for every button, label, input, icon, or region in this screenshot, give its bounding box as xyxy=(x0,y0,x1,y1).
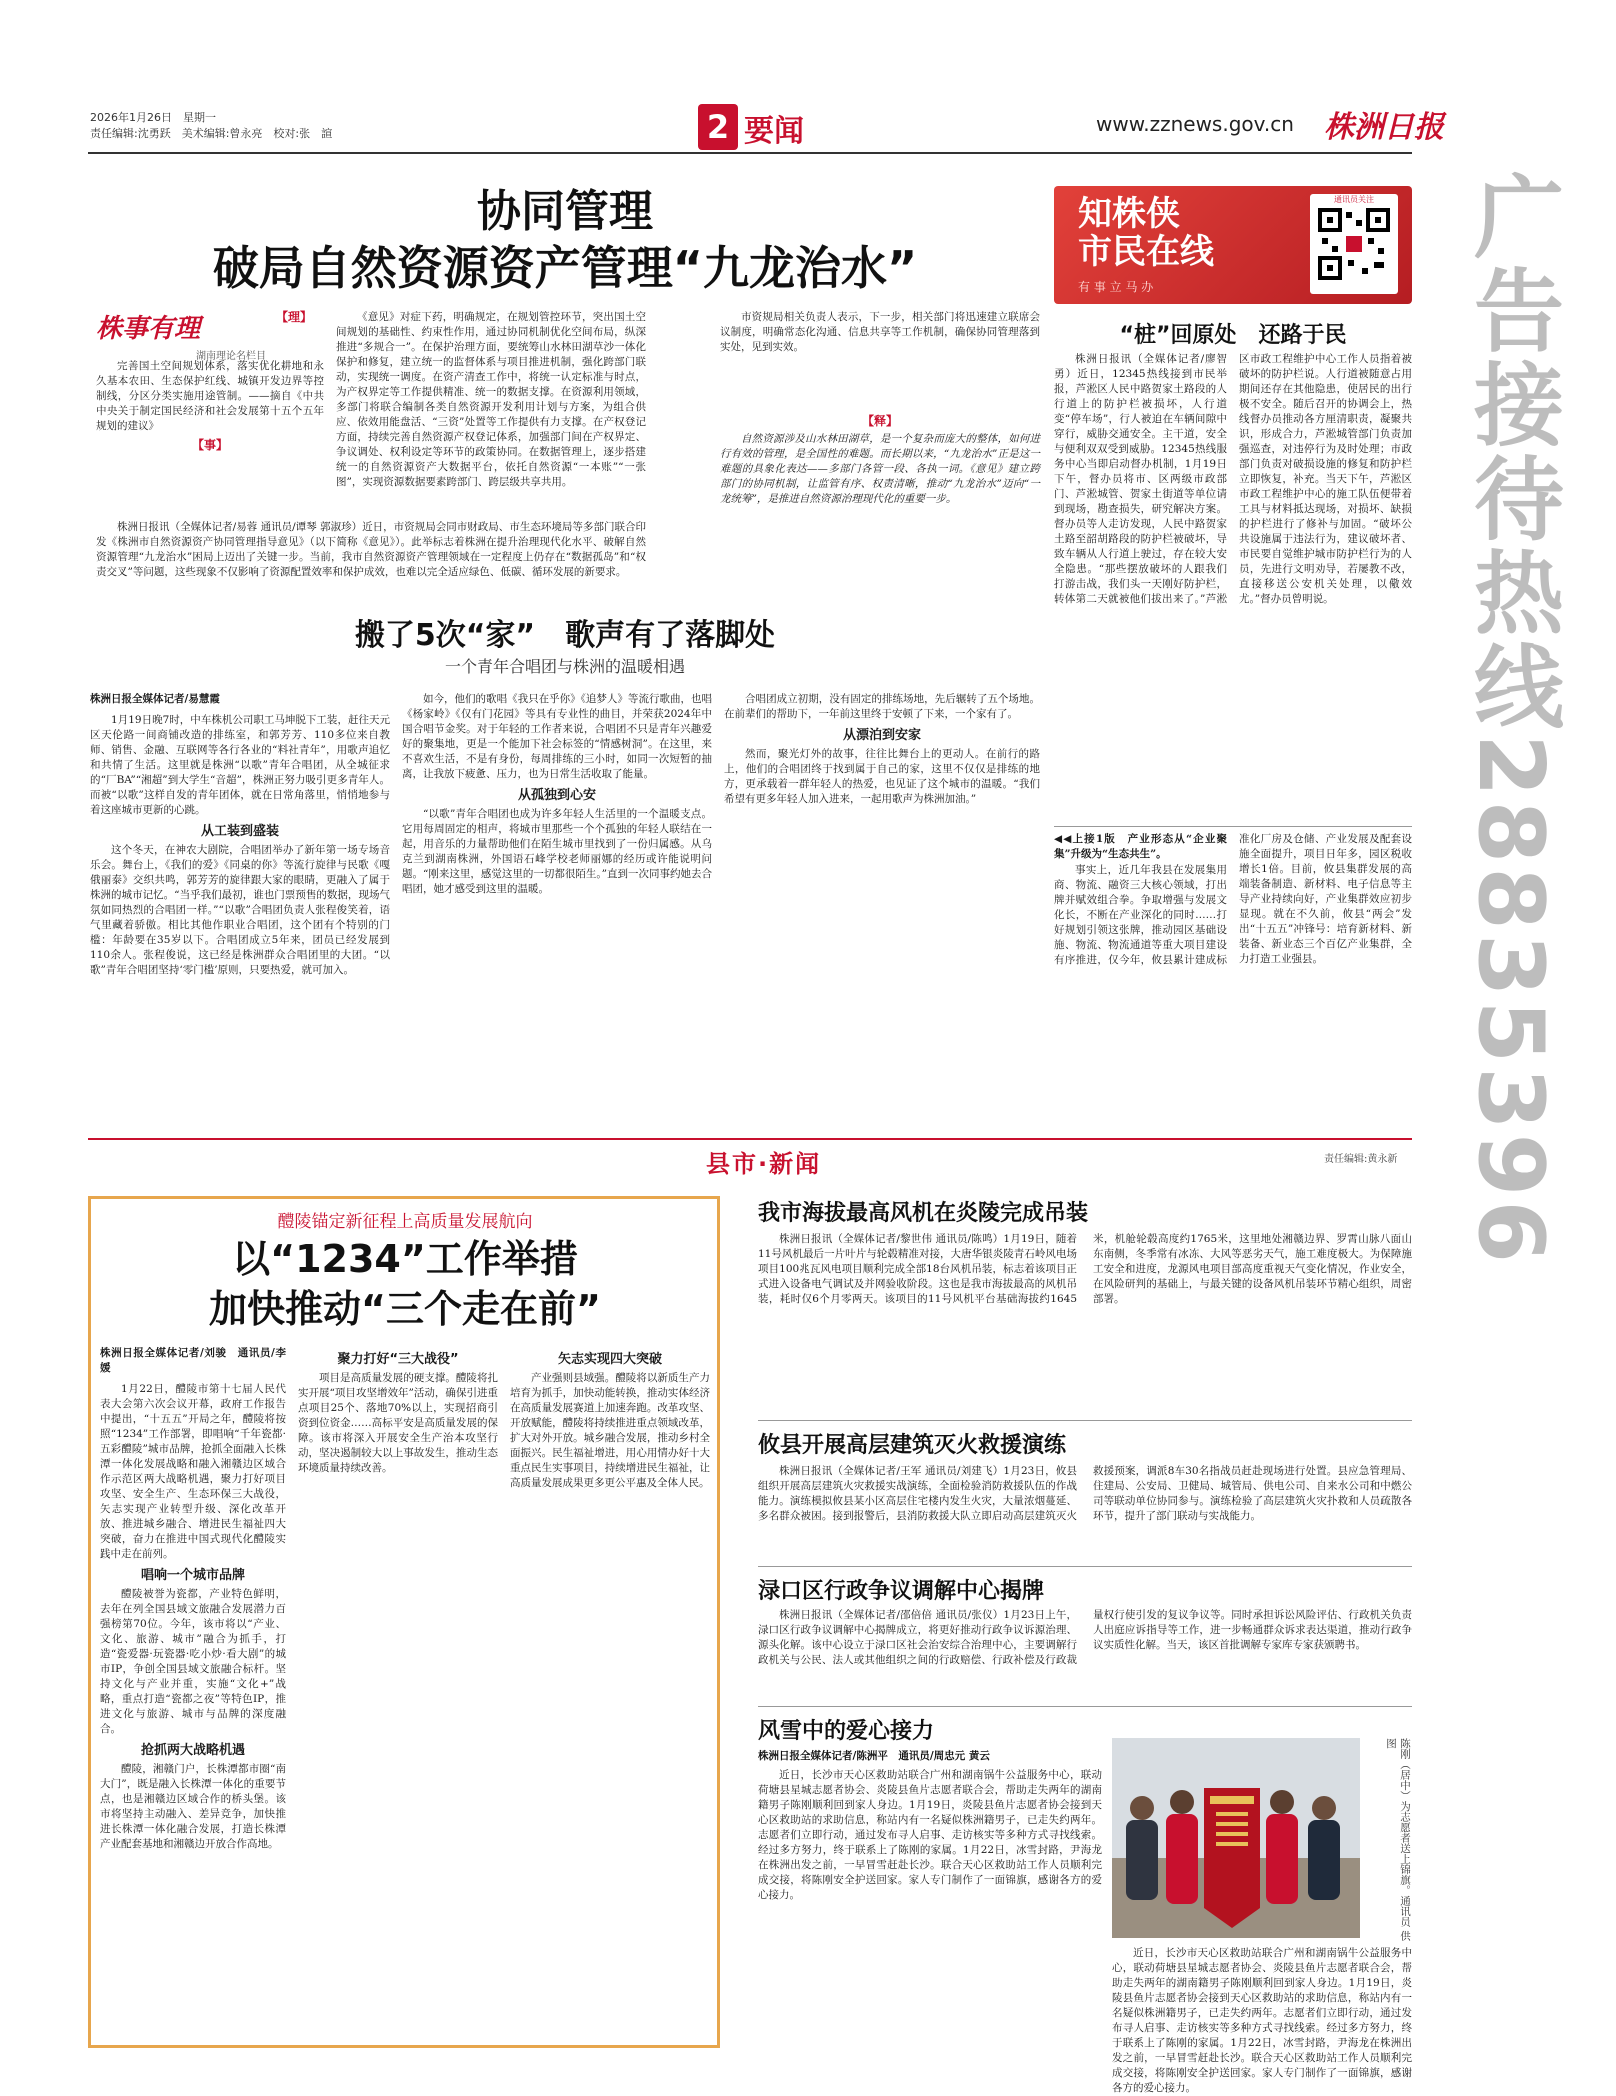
liling-p1: 1月22日，醴陵市第十七届人民代表大会第六次会议开幕，政府工作报告中提出，“十五五”开局之年，醴陵将按照“1234”工作部署，即唱响“千年瓷都·五彩醴陵”城市品牌，抢抓全面融入长株潭一体化发展战略和融入湘赣边区域合作示范区两大战略机遇，聚力打好项目攻坚、安全生产、生态环保三大战役，矢志实现产业转型升级、深化改革开放、推进城乡融合、增进民生福祉四大突破，奋力在推进中国式现代化醴陵实践中走在前列。 xyxy=(100,1383,286,1560)
liling-subhead-3: 聚力打好“三大战役” xyxy=(337,1352,459,1367)
lead-col-1 xyxy=(96,310,324,520)
liling-subhead-4: 矢志实现四大突破 xyxy=(557,1352,662,1367)
promo-banner[interactable] xyxy=(1054,186,1412,304)
promo-title-1: 知株侠 xyxy=(1078,194,1180,234)
qr-code-icon xyxy=(1318,208,1390,280)
snow-title: 风雪中的爱心接力 xyxy=(758,1719,935,1744)
tag-shi: 【事】 xyxy=(191,438,228,452)
ad-hotline-vertical xyxy=(1430,170,1590,1910)
zhang-body xyxy=(1054,352,1412,822)
county-band-label: 县市·新闻 xyxy=(706,1150,822,1178)
qr-code-box[interactable] xyxy=(1310,194,1398,294)
zhang-paragraph: 株洲日报讯（全媒体记者/廖智勇）近日，12345热线接到市民举报，芦淞区人民中路贺家土路段的人行道上的防护栏被损坏，人行道变“停车场”，行人被迫在车辆间隙中穿行，威胁交通安全。主干道，安全与便利双双受到威胁。12345热线服务中心当即启动督办机制，1月19日下午，督办员将市、区两级市政部门、芦淞城管、贺家土街道等单位请到现场，勘查损失，研究解决方案。督办员等人走访发现，人民中路贺家土路至韶胡路段的防护栏被破坏，导致车辆从人行道上驶过，存在较大安全隐患。“那些摆放破坏的人跟我们打游击战，我们头一天刚好防护栏，转体第二天就被他们拔出来了。”芦淞区市政工程维护中心工作人员指着被破坏的防护栏说。人行道被随意占用期间还存在其他隐患，使居民的出行极不安全。随后召开的协调会上，热线督办员推动各方厘清职责，凝聚共识，形成合力，芦淞城管部门负责加强巡查，对违停行为及时处理；市政部门负责对破损设施的修复和防护栏立即恢复，补充。当天下午，芦淞区市政工程维护中心的施工队伍便带着工具与材料抵达现场，对损坏、缺损的护栏进行了修补与加固。“破坏公共设施属于违法行为，建议破坏者、市民要自觉维护城市防护栏行为的人员，先进行文明劝导，若屡教不改，直接移送公安机关处理，以儆效尤。”督办员曾明说。 xyxy=(1054,353,1412,605)
story2-col-3 xyxy=(724,692,1040,1137)
story2-title: 搬了5次“家” 歌声有了落脚处 xyxy=(354,618,776,653)
liling-subhead-2: 抢抓两大战略机遇 xyxy=(140,1743,245,1758)
liling-col-2 xyxy=(298,1346,498,2036)
ad-hotline-text: 广告接待热线28835396 xyxy=(1458,170,1563,1267)
promo-title-2: 市民在线 xyxy=(1078,232,1214,272)
lead-col2-paragraph: 《意见》对症下药，明确规定，在规划管控环节，突出国土空间规划的基础性、约束性作用，通过协同机制优化空间布局，纵深推进“多规合一”。在保护治理方面，要统筹山水林田湖草沙一体化保护和修复，建立统一的监督体系与项目推进机制，强化跨部门联动，实现统一调度。在资产清查工作中，将统一认定标准与时点，为产权界定等工作提供精准、统一的数据支撑。在资源利用领域，多部门将联合编制各类自然资源开发利用计划与方案，为组合供应、依效用能盘活、“三资”处置等工作提供有力支撑。在产权登记方面，持续完善自然资源产权登记体系，加强部门间在产权界定、争议调处、权利设定等环节的政策协同。在数据管理上，逐步搭建统一的自然资源资产大数据平台，依托自然资源“一本账”“一张图”，实现资源数据要素跨部门、跨层级共享共用。 xyxy=(336,311,646,488)
story2-subhead-1: 从工装到盛装 xyxy=(200,824,279,839)
zhang-title: “桩”回原处 还路于民 xyxy=(1119,323,1347,348)
story2-p3: 如今，他们的歌唱《我只在乎你》《追梦人》等流行歌曲，也唱《杨家岭》《仅有门花园》等具有专业性的曲目，并荣获2024年中国合唱节金奖。对于年轻的工作者来说，合唱团不只是青年兴趣爱好的聚集地，更是一个能加下社会标签的“情感树洞”。在这里，来不喜欢生活，不是有身份，每周排练的三小时，如同一次短暂的抽离，让我放下疲惫、压力，也为日常生活收取了能量。 xyxy=(402,693,712,780)
liling-headline xyxy=(100,1210,710,1334)
qr-caption: 通讯员关注 xyxy=(1334,195,1374,204)
tag-shi2: 【释】 xyxy=(861,414,898,428)
wind-paragraph: 株洲日报讯（全媒体记者/黎世伟 通讯员/陈鸣）1月19日，随着11号风机最后一片叶片与轮毂精准对接，大唐华银炎陵青石岭风电场项目100兆瓦风电项目顺利完成全部18台风机吊装，标志着该项目正式进入设备电气调试及并网验收阶段。这也是我市海拔最高的风机吊装，耗时仅6个月零两天。该项目的11号风机平台基础海拔约1645米，机舱轮毂高度约1765米，这里地处湘赣边界、罗霄山脉八面山东南侧，冬季常有冰冻、大风等恶劣天气，施工难度极大。为保障施工安全和进度，龙源风电项目部高度重视天气变化情况，作业安全，在风险研判的基础上，与最关键的设备风机吊装环节精心组织，周密部署。 xyxy=(758,1233,1412,1305)
paper-name-logo: 株洲日报 xyxy=(1324,110,1444,145)
masthead-meta xyxy=(90,110,332,142)
divider-wind xyxy=(758,1420,1412,1421)
photo-people-banner-icon xyxy=(1112,1738,1360,1938)
story2-p1: 1月19日晚7时，中车株机公司职工马坤脱下工装，赶往天元区天伦路一间商铺改造的排练室，和郭芳芳、110多位来自教师、销售、金融、互联网等各行各业的“料社青年”，用歌声追忆和共情了生活。这里就是株洲“以歌”青年合唱团，从全城征求的“厂BA”“湘超”到大学生“音超”，株洲正努力吸引更多青年人。而被“以歌”这样自发的青年团体，就在日常角落里，悄悄地参与着这座城市更新的心跳。 xyxy=(90,714,390,816)
story2-subhead-3: 从漂泊到安家 xyxy=(842,728,921,743)
county-band-rule xyxy=(88,1138,1412,1140)
divider-lukou xyxy=(758,1706,1412,1707)
snow-paragraph-cont: 近日，长沙市天心区救助站联合广州和湖南锅牛公益服务中心，联动荷塘县星城志愿者协会、炎陵县鱼片志愿者联合会，帮助走失两年的湖南籍男子陈刚顺利回到家人身边。1月19日，炎陵县鱼片志愿者协会接到天心区救助站的求助信息，称站内有一名疑似株洲籍男子，已走失约两年。志愿者们立即行动，通过发布寻人启事、走访核实等多种方式寻找线索。经过多方努力，终于联系上了陈刚的家属。1月22日，冰雪封路，尹海龙在株洲出发之前，一早冒雪赶赴长沙。联合天心区救助站工作人员顺利完成交接，将陈刚安全护送回家。家人专门制作了一面锦旗，感谢各方的爱心接力。 xyxy=(1112,1947,1412,2094)
follow-body xyxy=(1054,832,1412,1132)
story2-subhead-2: 从孤独到心安 xyxy=(517,788,596,803)
story2-byline: 株洲日报全媒体记者/易慧霞 xyxy=(90,693,220,705)
snow-body-cont xyxy=(1112,1946,1412,2094)
lukou-paragraph: 株洲日报讯（全媒体记者/邵倍倍 通讯员/张仪）1月23日上午，渌口区行政争议调解中心揭牌成立，将更好推动行政争议诉源治理、源头化解。该中心设立于渌口区社会治安综合治理中心，主要调解行政机关与公民、法人或其他组织之间的行政赔偿、行政补偿及行政裁量权行使引发的复议争议等。同时承担诉讼风险评估、行政机关负责人出庭应诉指导等工作，进一步畅通群众诉求表达渠道，推动行政争议实质性化解。当天，该区首批调解专家库专家获颁聘书。 xyxy=(758,1609,1412,1666)
page-number-badge: 2 xyxy=(698,104,738,150)
lead-headline xyxy=(90,186,1040,298)
lead-title-line2: 破局自然资源资产管理“九龙治水” xyxy=(212,241,918,295)
right-divider xyxy=(1054,826,1412,827)
follow-paragraph: 事实上，近几年我县在发展集用商、物流、融资三大核心领域，打出牌并赋效组合拳。争取增强与发展文化长，不断在产业深化的同时……打好规划引领这张牌，推动园区基础设施、物流、物流通道等重大项目建设有序推进，仅今年，攸县累计建成标准化厂房及仓储、产业发展及配套设施全面提升，项目日年多，园区税收增长1倍。目前，攸县集群发展的高端装备制造、新材料、电子信息等主导产业持续向好，产业集群效应初步显现。就在不久前，攸县“两会”发出“十五五”冲锋号：培育新材料、新装备、新业态三个百亿产业集群，全力打造工业强县。 xyxy=(1054,833,1412,966)
lead-li-paragraph: 完善国土空间规划体系，落实优化耕地和永久基本农田、生态保护红线、城镇开发边界等控制线，分区分类实施用途管制。——摘自《中共中央关于制定国民经济和社会发展第十五个五年规划的建议》 xyxy=(96,360,324,432)
lukou-body xyxy=(758,1608,1412,1704)
issue-date: 2026年1月26日 星期一 xyxy=(90,111,216,124)
liling-byline: 株洲日报全媒体记者/刘骏 通讯员/李媛 xyxy=(100,1347,286,1374)
wind-title: 我市海拔最高风机在炎陵完成吊装 xyxy=(758,1201,1089,1226)
story2-p2: 这个冬天，在神农大剧院，合唱团举办了新年第一场专场音乐会。舞台上，《我们的爱》《同桌的你》等流行旋律与民歌《嘎俄丽泰》交织共鸣，郭芳芳的旋律跟大家的眼睛，更融入了属于株洲的城市记忆。“当乎我们最初，谁也门票预售的数据，现场气氛如同热烈的合唱团一样。”“以歌”合唱团负责人张程俊笑着，语气里藏着骄傲。相比其他作职业合唱团，这个团有个特别的门槛：年龄要在35岁以下。合唱团成立5年来，团员已经发展到110余人。张程俊说，这已经是株洲群众合唱团里的大团。“以歌”青年合唱团坚持‘零门槛’原则，只要热爱，就可加入。 xyxy=(90,844,390,976)
snow-paragraph: 近日，长沙市天心区救助站联合广州和湖南锅牛公益服务中心，联动荷塘县星城志愿者协会、炎陵县鱼片志愿者联合会，帮助走失两年的湖南籍男子陈刚顺利回到家人身边。1月19日，炎陵县鱼片志愿者协会接到天心区救助站的求助信息，称站内有一名疑似株洲籍男子，已走失约两年。志愿者们立即行动，通过发布寻人启事、走访核实等多种方式寻找线索。经过多方努力，终于联系上了陈刚的家属。1月22日，冰雪封路，尹海龙在株洲出发之前，一早冒雪赶赴长沙。联合天心区救助站工作人员顺利完成交接，将陈刚安全护送回家。家人专门制作了一面锦旗，感谢各方的爱心接力。 xyxy=(758,1769,1102,1901)
lead-col-2 xyxy=(336,310,646,520)
fire-paragraph: 株洲日报讯（全媒体记者/王军 通讯员/刘建飞）1月23日，攸县组织开展高层建筑火灾救援实战演练，全面检验消防救援队伍的作战能力。演练模拟攸县某小区高层住宅楼内发生火灾，大量浓烟蔓延、多名群众被困。接到报警后，县消防救援大队立即启动高层建筑灭火救援预案，调派8车30名指战员赶赴现场进行处置。县应急管理局、住建局、公安局、卫健局、城管局、供电公司、自来水公司和中燃公司等联动单位协同参与。演练检验了高层建筑火灾扑救和人员疏散各环节，提升了部门联动与实战能力。 xyxy=(758,1465,1412,1522)
liling-subhead-1: 唱响一个城市品牌 xyxy=(140,1568,245,1583)
snow-body xyxy=(758,1768,1102,2048)
follow-label: ◀◀上接1版 产业形态从“企业聚集”升级为“生态共生”。 xyxy=(1054,833,1227,860)
promo-slogan: 有 事 立 马 办 xyxy=(1078,280,1154,294)
snow-byline: 株洲日报全媒体记者/陈洲平 通讯员/周忠元 黄云 xyxy=(758,1750,990,1762)
lead-title-line1: 协同管理 xyxy=(477,186,653,237)
story2-col-1 xyxy=(90,692,390,1137)
tag-li: 【理】 xyxy=(276,310,313,324)
snow-photo-caption: 陈刚（居中）为志愿者送上锦旗。通讯员 供图 xyxy=(1385,1738,1411,1941)
lead-shi-paragraph: 株洲日报讯（全媒体记者/易蓉 通讯员/谭琴 郭淑珍）近日，市资规局会同市财政局、市生态环境局等多部门联合印发《株洲市自然资源资产协同管理指导意见》（以下简称《意见》）。此举标志着株洲在提升治理现代化水平、破解自然资源管理“九龙治水”困局上迈出了关键一步。当前，我市自然资源资产管理领域在一定程度上仍存在“数据孤岛”和“权责交叉”等问题，这些现象不仅影响了资源配置效率和保护成效，也难以完全适应绿色、低碳、循环发展的新要求。 xyxy=(96,521,646,578)
liling-p3: 醴陵，湘赣门户，长株潭都市圈“南大门”，既是融入长株潭一体化的重要节点，也是湘赣边区域合作的桥头堡。该市将坚持主动融入、差异竞争，加快推进长株潭一体化融合发展，打造长株潭产业配套基地和湘赣边开放合作高地。 xyxy=(100,1763,286,1850)
story2-headline xyxy=(90,616,1040,678)
liling-p2: 醴陵被誉为瓷都，产业特色鲜明，去年在列全国县域文旅融合发展潜力百强榜第70位。今年，该市将以“产业、文化、旅游、城市”融合为抓手，打造“瓷爱器·玩瓷器·吃小炒·看大剧”的城市IP，争创全国县域文旅融合标杆。坚持文化与产业并重，实施“文化+”战略，重点打造“瓷都之夜”等特色IP，推进文化与旅游、城市与品牌的深度融合。 xyxy=(100,1588,286,1735)
lead-col3-paragraph: 市资规局相关负责人表示，下一步，相关部门将迅速建立联席会议制度，明确常态化沟通、信息共享等工作机制，确保协同管理落到实处，见到实效。 xyxy=(720,311,1040,353)
liling-p5: 产业强则县域强。醴陵将以新质生产力培育为抓手，加快动能转换，推动实体经济在高质量发展赛道上加速奔跑。改革攻坚、开放赋能，醴陵将持续推进重点领域改革，扩大对外开放。城乡融合发展，推动乡村全面振兴。民生福祉增进，用心用情办好十大重点民生实事项目，持续增进民生福祉，让高质量发展成果更多更公平惠及全体人民。 xyxy=(510,1372,710,1489)
lukou-title: 渌口区行政争议调解中心揭牌 xyxy=(758,1579,1045,1604)
liling-title-2: 加快推动“三个走在前” xyxy=(209,1287,601,1331)
snow-photo xyxy=(1112,1738,1360,1938)
liling-p4: 项目是高质量发展的硬支撑。醴陵将扎实开展“项目攻坚增效年”活动，确保引进重点项目25个、落地70%以上，实现招商引资到位资金……高标平安是高质量发展的保障。该市将深入开展安全生产治本攻坚行动，坚决遏制较大以上事故发生，推动生态环境质量持续改善。 xyxy=(298,1372,498,1474)
story2-subtitle: 一个青年合唱团与株洲的温暖相遇 xyxy=(444,657,685,676)
lead-col-3 xyxy=(720,310,1040,410)
liling-kicker: 醴陵锚定新征程上高质量发展航向 xyxy=(277,1212,533,1232)
editor-credits: 责任编辑:沈勇跃 美术编辑:曾永亮 校对:张 諠 xyxy=(90,127,333,140)
site-url[interactable]: www.zznews.gov.cn xyxy=(1096,112,1294,136)
county-band-editor: 责任编辑:黄永新 xyxy=(1324,1154,1398,1165)
section-title: 要闻 xyxy=(744,114,804,149)
lead-shi-block xyxy=(96,520,646,610)
story2-p4: “以歌”青年合唱团也成为许多年轻人生活里的一个温暖支点。它用每周固定的相声，将城市里那些一个个孤独的年轻人联结在一起，用音乐的力量帮助他们在陌生城市里找到了一份归属感。从乌克兰到湖南株洲，外国语石峰学校老师丽娜的经历或许能说明问题。“刚来这里，感觉这里的一切都很陌生。”直到一次同事约她去合唱团，她才感受到这里的温暖。 xyxy=(402,808,712,895)
liling-col-3 xyxy=(510,1346,710,2036)
wind-body xyxy=(758,1232,1412,1418)
story2-p6: 然而，聚光灯外的故事，往往比舞台上的更动人。在前行的路上，他们的合唱团终于找到属于自己的家，这里不仅仅是排练的地方，更承载着一群年轻人的热爱，也见证了这个城市的温暖。“我们希望有更多年轻人加入进来，一起用歌声为株洲加油。” xyxy=(724,748,1040,805)
fire-title: 攸县开展高层建筑灭火救援演练 xyxy=(758,1433,1067,1458)
liling-col-1 xyxy=(100,1346,286,2036)
column-logo-text: 株事有理 xyxy=(96,314,201,344)
story2-col-2 xyxy=(402,692,712,1137)
masthead-rule xyxy=(88,152,1412,154)
column-logo-sub: 湖南理论名栏目 xyxy=(196,351,266,362)
liling-title-1: 以“1234”工作举措 xyxy=(232,1237,578,1281)
fire-body xyxy=(758,1464,1412,1564)
story2-p5: 合唱团成立初期，没有固定的排练场地，先后辗转了五个场地。在前辈们的帮助下，一年前这里终于安顿了下来，一个家有了。 xyxy=(724,693,1040,720)
lead-commentary-paragraph: 自然资源涉及山水林田湖草，是一个复杂而庞大的整体，如何进行有效的管理，是全国性的难题。而长期以来，“九龙治水”正是这一难题的具象化表达——多部门各管一段、各执一词。《意见》建立跨部门的协同机制，让监管有序、权责清晰，推动“九龙治水”迈向“一龙统筹”，是推进自然资源治理现代化的重要一步。 xyxy=(720,433,1040,505)
lead-commentary xyxy=(720,432,1040,610)
divider-fire xyxy=(758,1566,1412,1567)
